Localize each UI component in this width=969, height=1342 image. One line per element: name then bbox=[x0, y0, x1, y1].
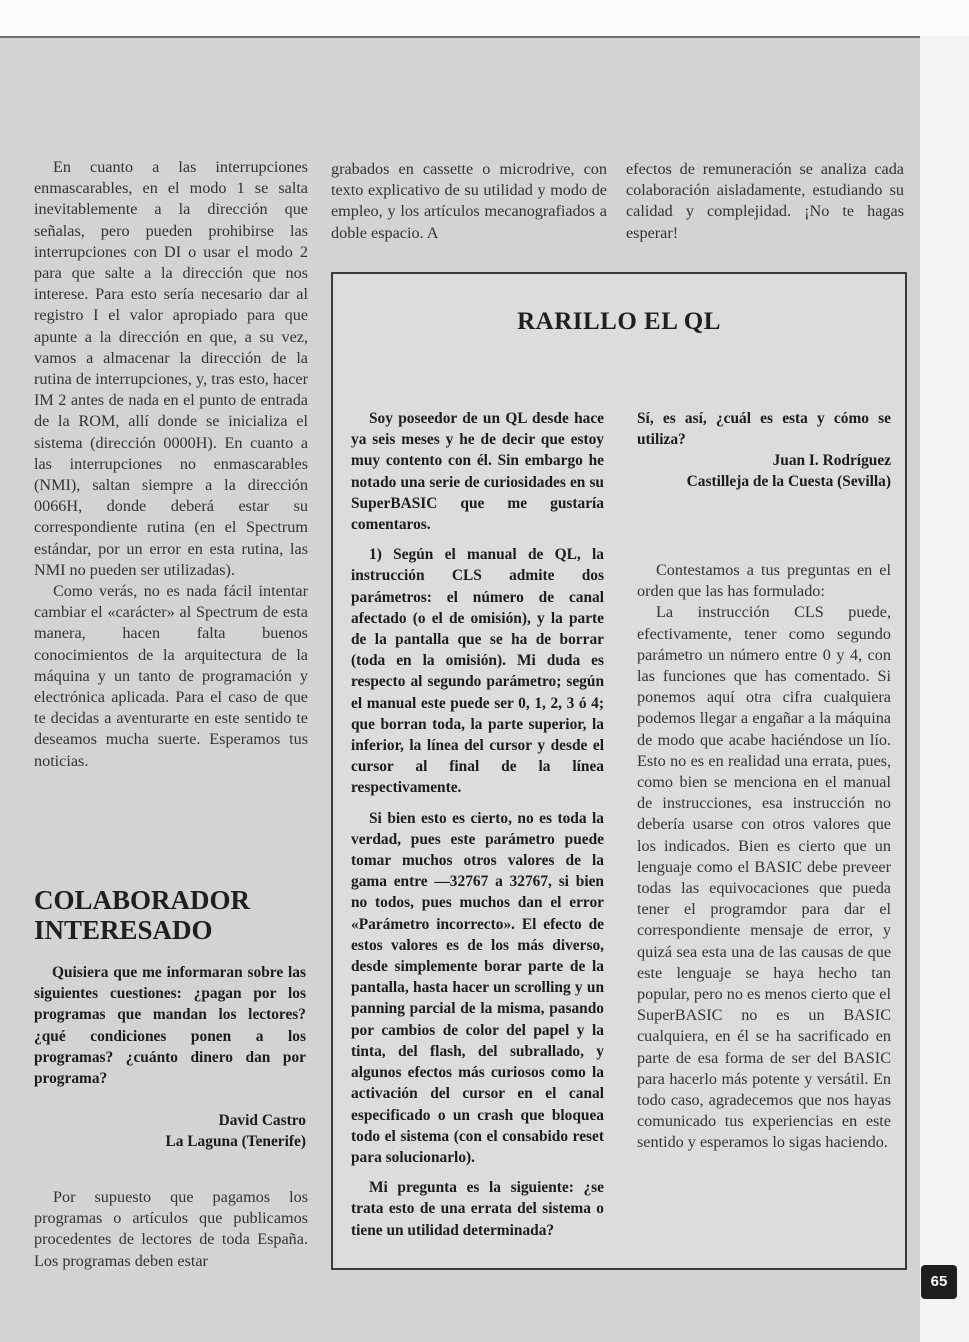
letter-box bbox=[331, 272, 907, 1270]
box-letter-column bbox=[351, 408, 604, 1250]
answer-paragraph: Contestamos a tus preguntas en el orden que las has formulado: bbox=[637, 561, 891, 601]
reader-letter bbox=[34, 962, 306, 1089]
paragraph: Como verás, no es nada fácil intentar cambiar el «carácter» al Spectrum de esta manera, hacen falta buenos conocimientos de la arquitectura de la máquina y un tanto de programación y electrónica aplicada. Para el caso de que te decidas a aventurarte en este sentido te deseamos mucha suerte. Esperamos tus noticias. bbox=[34, 582, 308, 770]
letter-paragraph: Sí, es así, ¿cuál es esta y cómo se utiliza? bbox=[637, 410, 891, 449]
letter-paragraph: Soy poseedor de un QL desde hace ya seis meses y he de decir que estoy muy contento con él. Sin embargo he notado una serie de curiosidades en su SuperBASIC que me gustaría comentaros. bbox=[351, 410, 604, 534]
box-letter-end bbox=[637, 408, 891, 492]
answer-text: Por supuesto que pagamos los programas o artículos que publicamos procedentes de lectores de toda España. Los programas deben estar bbox=[34, 1188, 308, 1270]
paragraph: efectos de remuneración se analiza cada colaboración aisladamente, estudiando su calidad y complejidad. ¡No te hagas esperar! bbox=[626, 160, 904, 242]
box-title: RARILLO EL QL bbox=[517, 308, 721, 335]
author-name: David Castro bbox=[218, 1112, 306, 1129]
answer-paragraph: La instrucción CLS puede, efectivamente, tener como segundo parámetro un número entre 0 y 4, con las funciones que has comentado. Si ponemos aquí otra cifra cualquiera podemos llegar a engañar a la máquina de modo que acabe haciéndose un lío. Esto no es en realidad una errata, pues, como bien se menciona en el manual de instrucciones, esa instrucción no debería usarse con otros valores que los indicados. Bien es cierto que un lenguaje como el BASIC debe preveer todas las equivocaciones que pueda tener el programdor para dar el correspondiente mensaje de error, y quizá sea esta una de las causas de que este lenguaje se haya hecho tan popular, pero no es menos cierto que el SuperBASIC no es un BASIC cualquiera, en él se ha sacrificado en parte de esa forma de ser del BASIC para hacerlo más potente y versátil. En todo caso, agradecemos que nos hayas comunicado tus experiencias en este sentido y esperamos lo sigas haciendo. bbox=[637, 603, 891, 1152]
box-answer bbox=[637, 560, 891, 1154]
letter-text: Quisiera que me informaran sobre las siguientes cuestiones: ¿pagan por los programas que mandan los lectores? ¿qué condiciones ponen a los programas? ¿cuánto dinero dan por programa? bbox=[34, 964, 306, 1088]
letter-paragraph: 1) Según el manual de QL, la instrucción CLS admite dos parámetros: el número de canal afectado (o el de omisión), y la parte de la pantalla que se ha de borrar (toda en la omisión). Mi duda es respecto al segundo parámetro; según el manual este puede ser 0, 1, 2, 3 ó 4; que borran toda, la parte superior, la inferior, la línea del cursor y desde el cursor al final de la línea respectivamente. bbox=[351, 546, 604, 797]
letter-signature bbox=[34, 1110, 306, 1152]
paragraph: grabados en cassette o microdrive, con texto explicativo de su utilidad y modo de empleo, y los artículos mecanografiados a doble espacio. A bbox=[331, 160, 607, 242]
author-location: La Laguna (Tenerife) bbox=[165, 1133, 306, 1150]
editor-answer bbox=[34, 1187, 308, 1272]
author-location: Castilleja de la Cuesta (Sevilla) bbox=[686, 473, 891, 491]
page-margin bbox=[920, 36, 969, 1342]
heading-line: INTERESADO bbox=[34, 915, 213, 945]
heading-line: COLABORADOR bbox=[34, 885, 251, 915]
author-name: Juan I. Rodríguez bbox=[772, 452, 891, 470]
section-heading-colaborador bbox=[34, 885, 308, 945]
paragraph: En cuanto a las interrupciones enmascarables, en el modo 1 se salta inevitablemente a la dirección que señalas, pero pueden prohibirse las interrupciones con DI o usar el modo 2 para que salte a la dirección que nos interese. Para esto sería necesario dar al registro I el valor apropiado para que apunte a la dirección en que, a su vez, vamos a almacenar la dirección de la rutina de interrupciones, y, tras esto, hacer IM 2 antes de nada en el punto de entrada de la ROM, allí donde se inicializa el sistema (dirección 0000H). En cuanto a las interrupciones no enmascarables (NMI), saltan siempre a la dirección 0066H, donde deberá estar su correspondiente rutina (en el Spectrum estándar, por un error en esta rutina, las NMI no pueden ser utilizadas). bbox=[34, 158, 308, 579]
page-number: 65 bbox=[921, 1265, 957, 1299]
right-column-top bbox=[626, 159, 904, 244]
left-column bbox=[34, 157, 308, 772]
letter-paragraph: Mi pregunta es la siguiente: ¿se trata esto de una errata del sistema o tiene un utilidad determinada? bbox=[351, 1179, 604, 1239]
letter-paragraph: Si bien esto es cierto, no es toda la verdad, pues este parámetro puede tomar muchos otros valores de la gama entre —32767 a 32767, si bien no todos, pues muchos dan el error «Parámetro incorrecto». El efecto de estos valores es de los más diverso, desde simplemente borar parte de la pantalla, hasta hacer un scrolling y un panning parcial de la misma, pasando por cambios de color del papel y la tinta, del flash, del subrallado, y algunos efectos más curiosos como la activación del cursor en el canal especificado o un crash que bloquea todo el sistema (con el consabido reset para solucionarlo). bbox=[351, 809, 604, 1166]
middle-column-top bbox=[331, 159, 607, 244]
